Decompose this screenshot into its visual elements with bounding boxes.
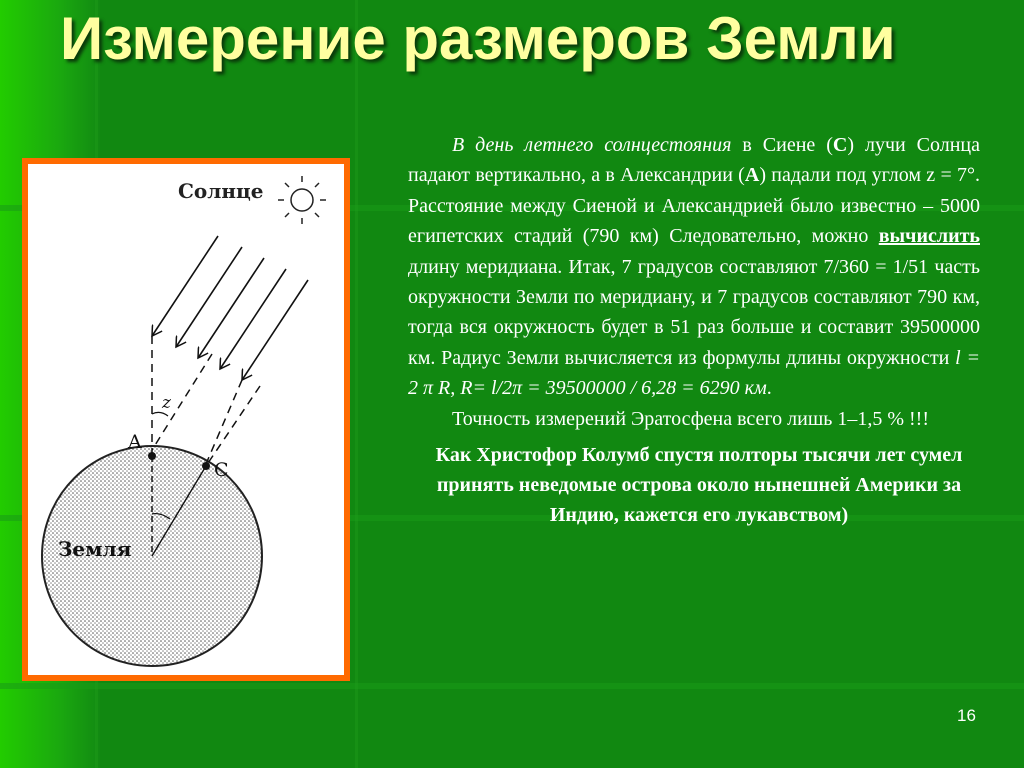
background-line — [355, 0, 358, 768]
earth-label: Земля — [58, 537, 132, 561]
point-a — [148, 452, 156, 460]
point-a-label: A — [128, 431, 142, 453]
explanation-text — [408, 130, 980, 530]
figure-diagram — [28, 164, 344, 675]
sun-label: Солнце — [178, 179, 264, 203]
text-fragment: длину меридиана. Итак, 7 градусов составляют 7/360 = 1/51 часть окружности Земли по меридиану, и 7 градусов составляют 790 км, тогда вся окружность будет в 51 раз больше и составит 39500000 км. Радиус Земли вычисляется из формулы длины окружности — [408, 255, 980, 369]
calculate-link[interactable]: вычислить — [878, 225, 980, 248]
eratosthenes-figure — [22, 158, 350, 681]
background-band — [0, 683, 1024, 689]
main-paragraph — [408, 130, 980, 404]
sun-icon — [278, 176, 326, 224]
angle-label: z — [162, 393, 171, 413]
text-fragment: ) падали под углом z = 7°. Расстояние между Сиеной и Александрией было известно – 5000 египетских стадий (790 км) Следовательно, можно — [408, 164, 980, 248]
slide-title — [60, 4, 896, 74]
point-c-label: C — [214, 459, 229, 481]
text-fragment: в Сиене ( — [731, 134, 833, 156]
point-a-ref: А — [744, 164, 760, 187]
point-c — [202, 462, 210, 470]
point-c-ref: С — [832, 134, 848, 156]
sun-rays — [152, 236, 308, 380]
solstice-phrase: В день летнего солнцестояния — [452, 134, 732, 156]
text-fragment: . — [766, 377, 772, 400]
accuracy-paragraph — [408, 404, 980, 434]
accuracy-text: Точность измерений Эратосфена всего лишь 1–1,5 % !!! — [452, 407, 929, 430]
text-fragment: ) лучи Солнца падают вертикально, а в Александрии ( — [408, 134, 980, 187]
slide-title-text: Измерение размеров Земли — [60, 5, 896, 72]
columbus-note — [408, 440, 980, 530]
columbus-note-text: Как Христофор Колумб спустя полторы тысячи лет сумел принять неведомые острова около нынешней Америки за Индию, кажется его лукавством) — [435, 444, 963, 527]
slide-number: 16 — [957, 706, 976, 725]
circumference-formula: l = 2 π R, R= l/2π = 39500000 / 6,28 = 6290 км — [408, 346, 980, 400]
